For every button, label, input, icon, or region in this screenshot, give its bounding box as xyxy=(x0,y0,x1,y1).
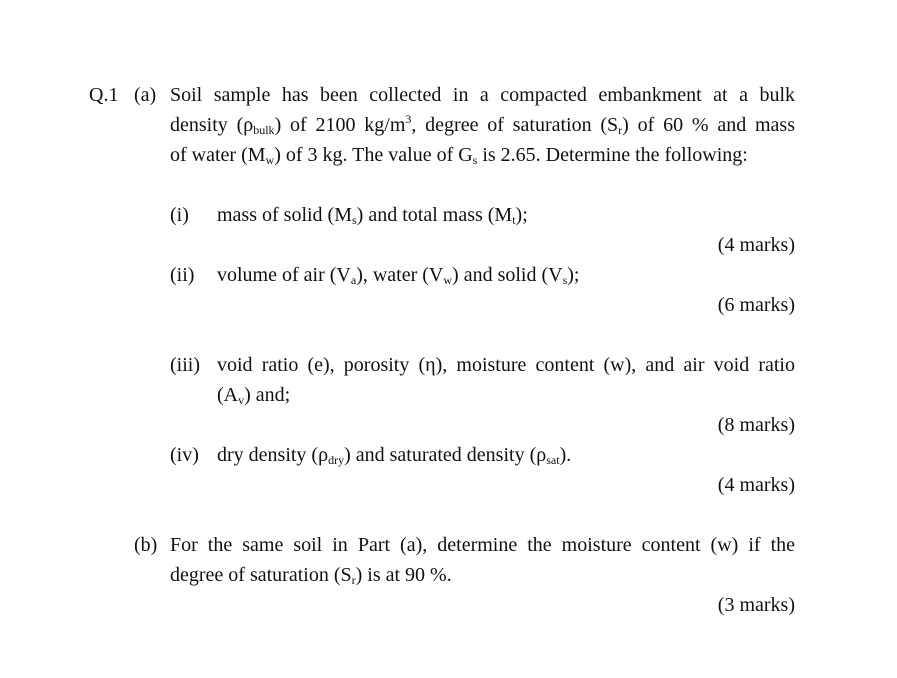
part-b-marks: (3 marks) xyxy=(717,594,795,616)
item-iv-marks: (4 marks) xyxy=(717,474,795,496)
question-number: Q.1 xyxy=(89,84,119,106)
item-iii-text-line-2: $(A_v)$ and; xyxy=(217,384,291,407)
item-i-label: (i) xyxy=(170,204,189,226)
part-b-text-line-2: degree of saturation $(S_r)$ is at 90 %. xyxy=(170,564,452,587)
item-iii-label: (iii) xyxy=(170,354,200,376)
item-iii-marks: (8 marks) xyxy=(717,414,795,436)
part-a-stem-line-2: density $(\rho_{bulk})$ of 2100 $kg/m^3$, degree of saturation $(S_r)$ of 60 % and mass xyxy=(170,112,796,137)
part-b-label: (b) xyxy=(134,534,158,556)
item-i-text: mass of solid $(M_s)$ and total mass $(M_t)$; xyxy=(217,204,528,227)
item-iii-text-line-1: void ratio (e), porosity (η), moisture content (w), and air void ratio xyxy=(217,354,795,376)
item-ii-label: (ii) xyxy=(170,264,195,286)
item-ii-marks: (6 marks) xyxy=(717,294,795,316)
item-i-marks: (4 marks) xyxy=(717,234,795,256)
part-a-stem-line-3: of water $(M_w)$ of 3 kg. The value of $G_s$ is 2.65. Determine the following: xyxy=(170,144,748,167)
item-iv-text: dry density $(\rho_{dry})$ and saturated density $(\rho_{sat})$. xyxy=(217,444,572,467)
part-a-stem-line-1: Soil sample has been collected in a compacted embankment at a bulk xyxy=(170,84,795,106)
part-b-text-line-1: For the same soil in Part (a), determine the moisture content (w) if the xyxy=(170,534,795,556)
part-a-label: (a) xyxy=(134,84,157,106)
item-ii-text: volume of air $(V_a)$, water $(V_w)$ and solid $(V_s)$; xyxy=(217,264,580,287)
item-iv-label: (iv) xyxy=(170,444,199,466)
